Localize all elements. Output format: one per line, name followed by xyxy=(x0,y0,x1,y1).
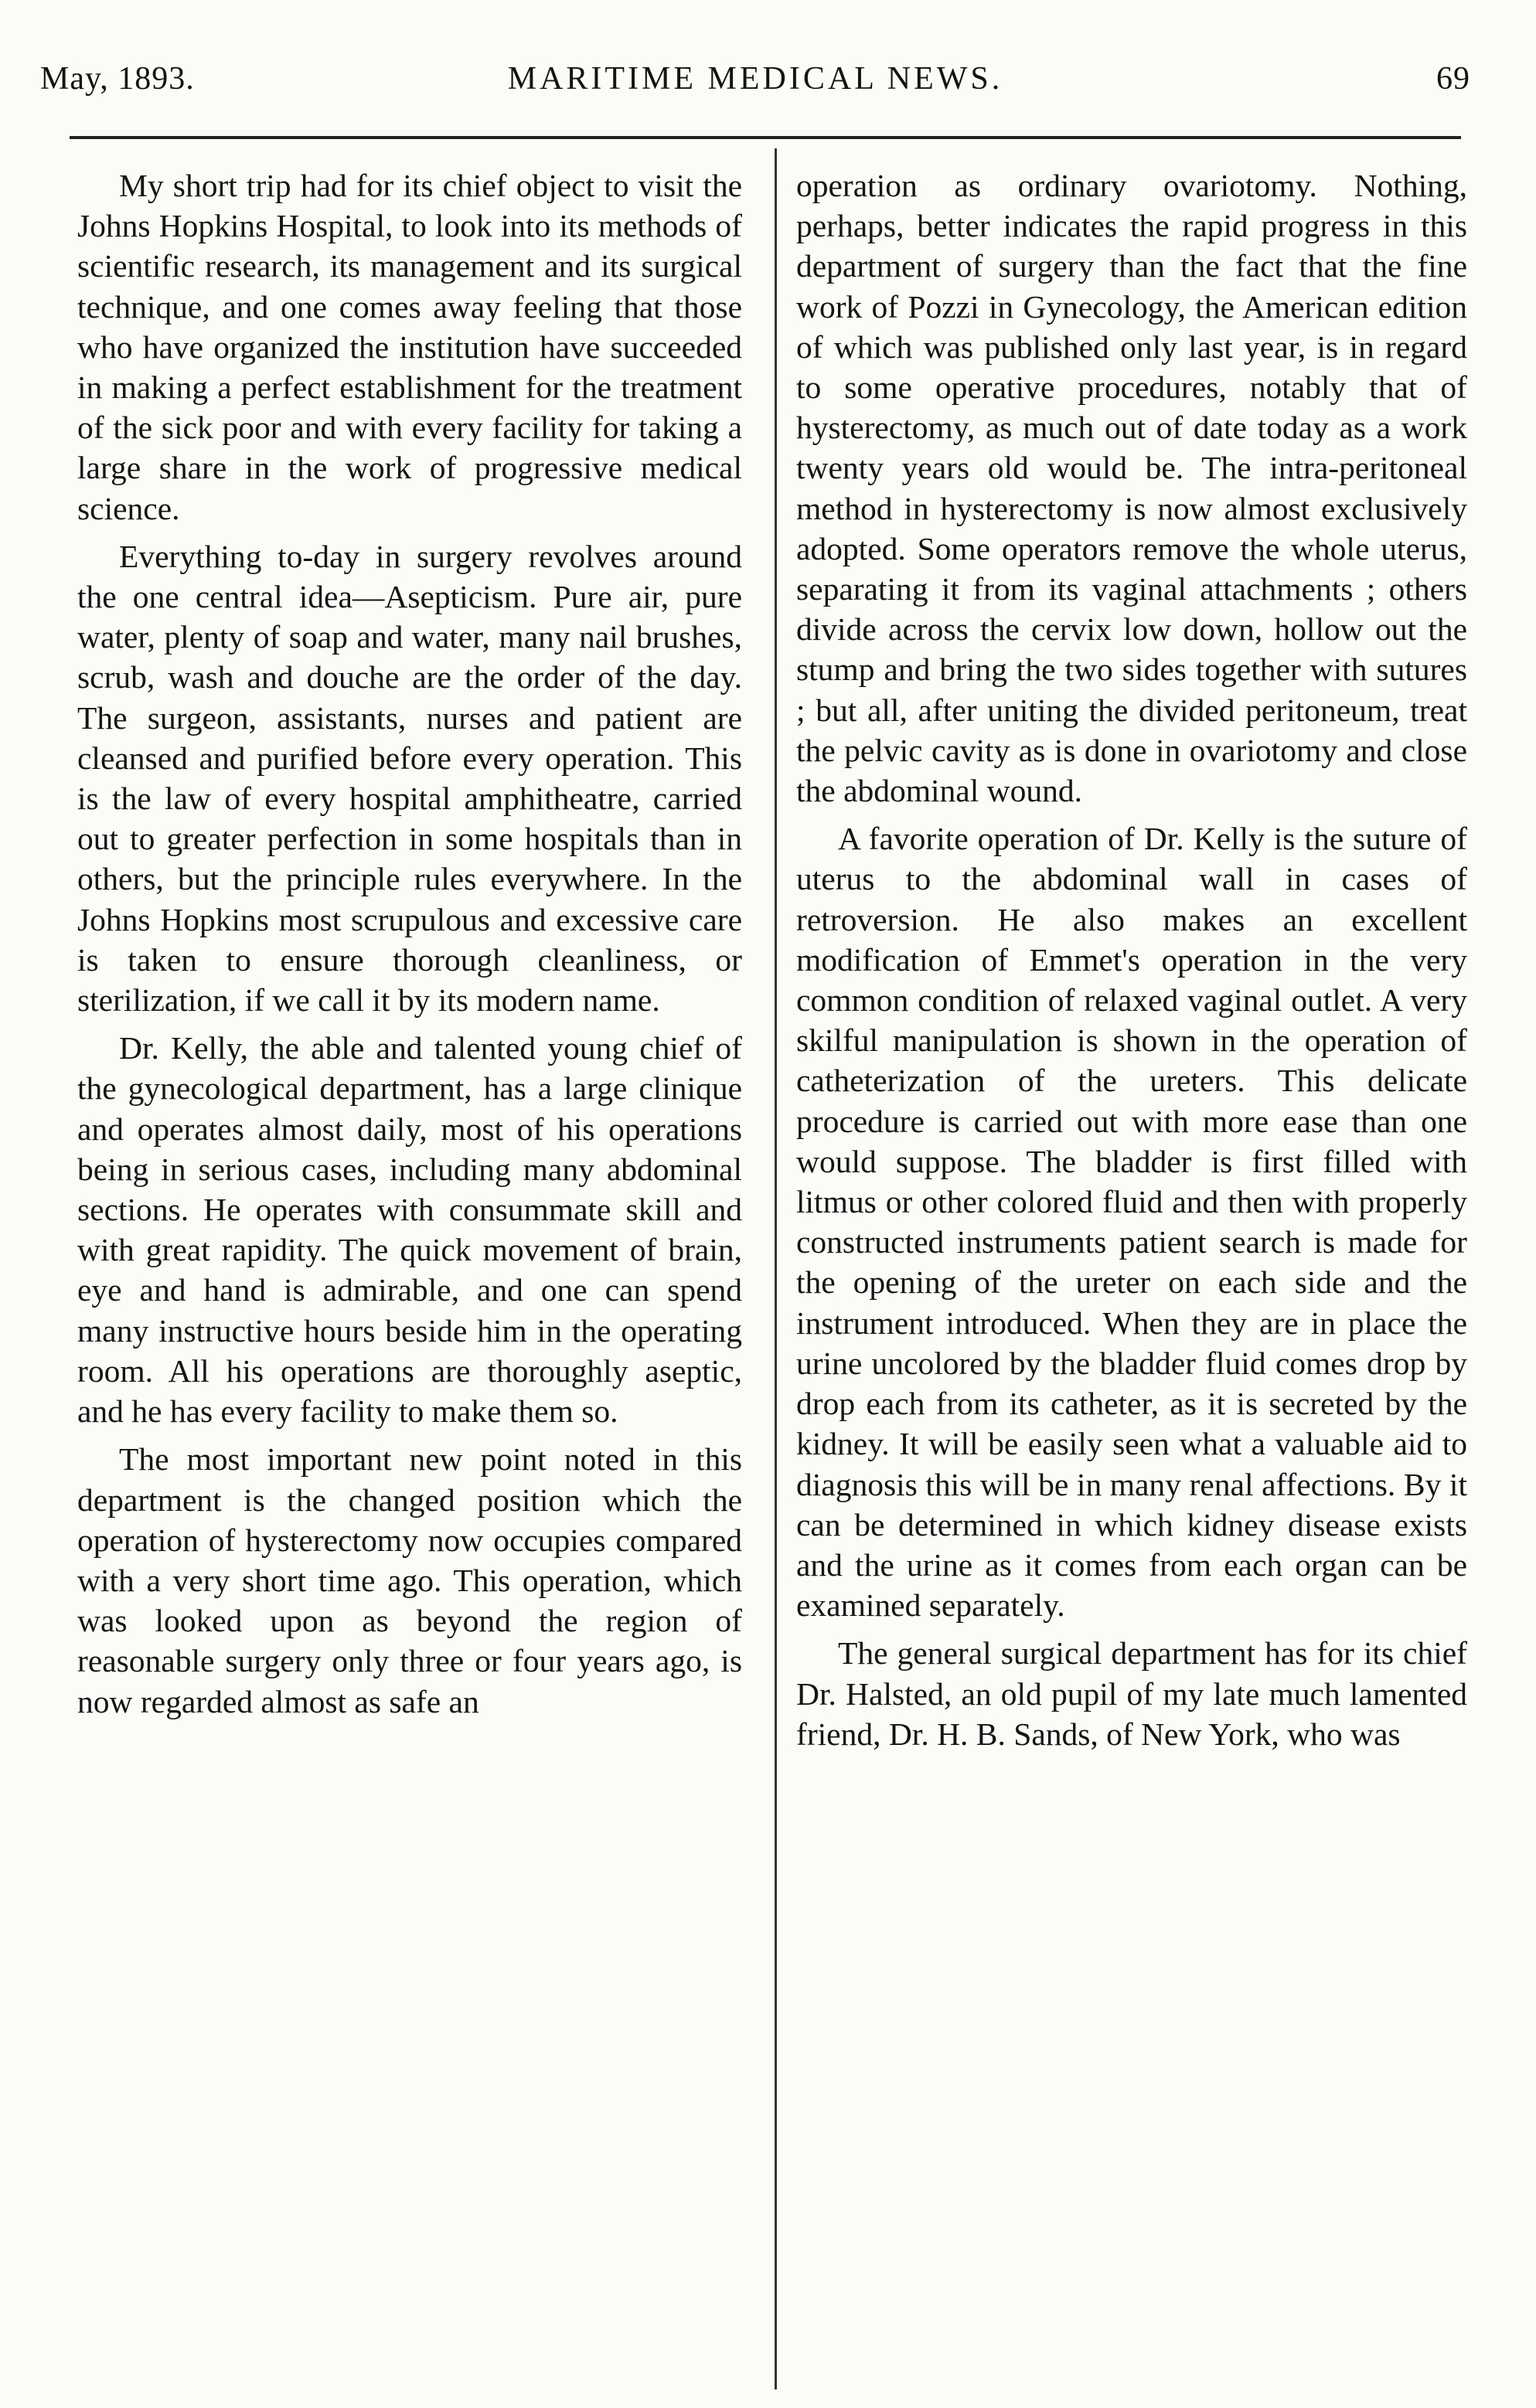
paragraph: The general surgical department has for its chief Dr. Halsted, an old pupil of my late much lamented friend, Dr. H. B. Sands, of New York, who was xyxy=(796,1635,1467,1752)
paragraph: My short trip had for its chief object to visit the Johns Hopkins Hospital, to look into its methods of scientific research, its management and its surgical technique, and one comes away feeling that those who have organized the institution have succeeded in making a perfect establishment for the treatment of the sick poor and with every facility for taking a large share in the work of progressive medical science. xyxy=(77,168,742,526)
paragraph: The most important new point noted in this department is the changed position which the operation of hysterectomy now occupies compared with a very short time ago. This operation, which was looked upon as beyond the region of reasonable surgery only three or four years ago, is now regarded almost as safe an xyxy=(77,1441,742,1719)
column-divider xyxy=(775,148,777,2389)
header-rule xyxy=(70,136,1461,139)
paragraph: A favorite operation of Dr. Kelly is the suture of uterus to the abdominal wall in cases of retroversion. He also makes an excellent modification of Emmet's operation in the very common condition of relaxed vaginal outlet. A very skilful manipulation is shown in the operation of catheterization of the ureters. This delicate procedure is carried out with more ease than one would suppose. The bladder is first filled with litmus or other colored fluid and then with properly constructed instruments patient search is made for the opening of the ureter on each side and the instrument introduced. When they are in place the urine uncolored by the bladder fluid comes drop by drop each from its catheter, as it is secreted by the kidney. It will be easily seen what a valuable aid to diagnosis this will be in many renal affections. By it can be determined in which kidney disease exists and the urine as it comes from each organ can be examined separately. xyxy=(796,821,1467,1624)
paragraph: Dr. Kelly, the able and talented young chief of the gynecological department, has a large clinique and operates almost daily, most of his operations being in serious cases, including many abdominal sections. He operates with consummate skill and with great rapidity. The quick movement of brain, eye and hand is admirable, and one can spend many instructive hours beside him in the operating room. All his operations are thoroughly aseptic, and he has every facility to make them so. xyxy=(77,1030,742,1430)
journal-title: MARITIME MEDICAL NEWS. xyxy=(507,61,1003,97)
left-column xyxy=(77,165,742,1729)
paragraph: Everything to-day in surgery revolves around the one central idea—Asepticism. Pure air, pure water, plenty of soap and water, many nail brushes, scrub, wash and douche are the order of the day. The surgeon, assistants, nurses and patient are cleansed and purified before every operation. This is the law of every hospital amphitheatre, carried out to greater perfection in some hospitals than in others, but the principle rules everywhere. In the Johns Hopkins most scrupulous and excessive care is taken to ensure thorough cleanliness, or sterilization, if we call it by its modern name. xyxy=(77,538,742,1019)
paragraph: operation as ordinary ovariotomy. Nothing, perhaps, better indicates the rapid progress in this department of surgery than the fact that the fine work of Pozzi in Gynecology, the American edition of which was published only last year, is in regard to some operative procedures, notably that of hysterectomy, as much out of date today as a work twenty years old would be. The intra-peritoneal method in hysterectomy is now almost exclusively adopted. Some operators remove the whole uterus, separating it from its vaginal attachments ; others divide across the cervix low down, hollow out the stump and bring the two sides together with sutures ; but all, after uniting the divided peritoneum, treat the pelvic cavity as is done in ovariotomy and close the abdominal wound. xyxy=(796,168,1467,809)
issue-date: May, 1893. xyxy=(40,61,195,97)
running-header xyxy=(40,60,1470,107)
right-column xyxy=(796,165,1467,1762)
page-number: 69 xyxy=(1436,61,1470,97)
